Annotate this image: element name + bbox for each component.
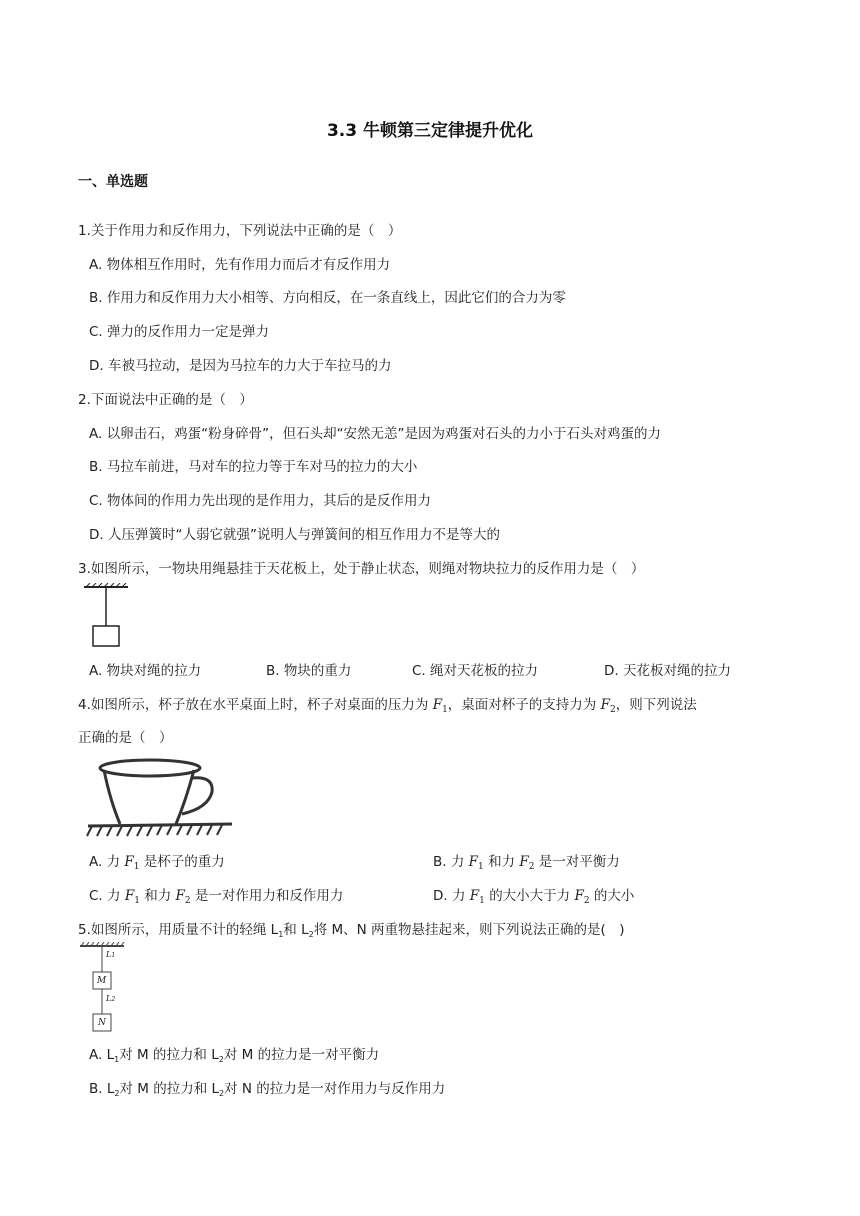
q4-stem-line1: 4.如图所示，杯子放在水平桌面上时，杯子对桌面的压力为 $F_1$，桌面对杯子的支持力为 $F_2$，则下列说法 — [78, 697, 697, 715]
q5-fig-label-m: M — [97, 976, 107, 986]
q1-option-a[interactable]: A. 物体相互作用时，先有作用力而后才有反作用力 — [89, 257, 391, 273]
q5-option-b[interactable]: B. $L_2$对 M 的拉力和 $L_2$对 N 的拉力是一对作用力与反作用力 — [89, 1081, 446, 1098]
q2-option-d[interactable]: D. 人压弹簧时“人弱它就强”说明人与弹簧间的相互作用力不是等大的 — [89, 527, 500, 543]
q3-stem: 3.如图所示，一物块用绳悬挂于天花板上，处于静止状态，则绳对物块拉力的反作用力是（ ） — [78, 561, 645, 577]
q4-cup-on-table-figure — [86, 752, 236, 838]
q5-option-a[interactable]: A. $L_1$对 M 的拉力和 $L_2$对 M 的拉力是一对平衡力 — [89, 1047, 380, 1064]
q5-fig-label-l2: L2 — [106, 994, 116, 1003]
q1-stem: 1.关于作用力和反作用力，下列说法中正确的是（ ） — [78, 223, 402, 239]
q3-option-c[interactable]: C. 绳对天花板的拉力 — [412, 663, 539, 679]
q4-stem-line2: 正确的是（ ） — [78, 730, 173, 746]
q5-fig-label-l1: L1 — [106, 950, 116, 959]
q4-option-b[interactable]: B. 力 $F_1$ 和力 $F_2$ 是一对平衡力 — [433, 854, 620, 872]
q3-option-a[interactable]: A. 物块对绳的拉力 — [89, 663, 202, 679]
q4-option-d[interactable]: D. 力 $F_1$ 的大小大于力 $F_2$ 的大小 — [433, 888, 635, 906]
page-title: 3.3 牛顿第三定律提升优化 — [326, 121, 534, 141]
q4-option-c[interactable]: C. 力 $F_1$ 和力 $F_2$ 是一对作用力和反作用力 — [89, 888, 344, 906]
q4-stem-f1: $F_1$ — [432, 697, 448, 715]
section-heading: 一、单选题 — [78, 174, 148, 190]
q1-option-b[interactable]: B. 作用力和反作用力大小相等、方向相反，在一条直线上，因此它们的合力为零 — [89, 290, 566, 306]
q1-option-c[interactable]: C. 弹力的反作用力一定是弹力 — [89, 324, 270, 340]
q2-option-b[interactable]: B. 马拉车前进，马对车的拉力等于车对马的拉力的大小 — [89, 459, 418, 475]
q2-option-c[interactable]: C. 物体间的作用力先出现的是作用力，其后的是反作用力 — [89, 493, 432, 509]
q5-stem: 5.如图所示，用质量不计的轻绳 $L_1$和 $L_2$将 M、N 两重物悬挂起来，则下列说法正确的是( ) — [78, 922, 625, 939]
q3-option-d[interactable]: D. 天花板对绳的拉力 — [604, 663, 731, 679]
q3-hanging-block-figure — [82, 583, 134, 649]
q5-fig-label-n: N — [98, 1018, 106, 1028]
q4-option-a[interactable]: A. 力 $F_1$ 是杯子的重力 — [89, 854, 225, 872]
q2-option-a[interactable]: A. 以卵击石，鸡蛋“粉身碎骨”，但石头却“安然无恙”是因为鸡蛋对石头的力小于石头对鸡蛋的力 — [89, 426, 662, 442]
q4-stem-f2: $F_2$ — [600, 697, 616, 715]
q1-option-d[interactable]: D. 车被马拉动，是因为马拉车的力大于车拉马的力 — [89, 358, 392, 374]
q3-option-b[interactable]: B. 物块的重力 — [266, 663, 352, 679]
q2-stem: 2.下面说法中正确的是（ ） — [78, 392, 253, 408]
